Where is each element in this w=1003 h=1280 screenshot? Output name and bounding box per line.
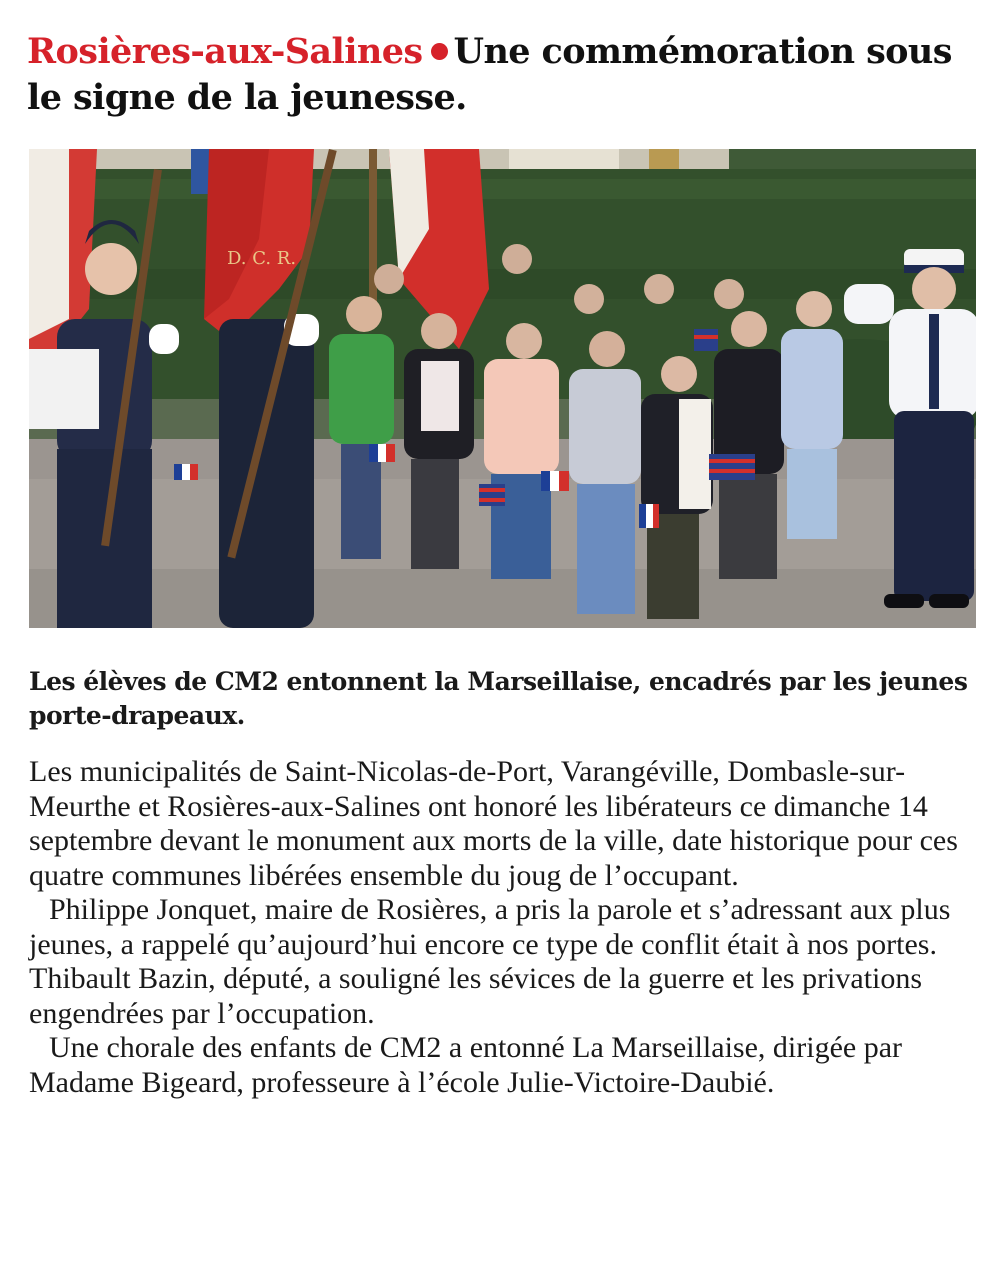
headline: [27, 29, 977, 121]
headline-kicker: Rosières-aux-Salines: [27, 31, 423, 73]
article-photo: [29, 149, 976, 628]
bullet-dot-icon: [431, 43, 448, 60]
flag-lettering: D. C. R.: [227, 248, 297, 269]
headline-title: Une commémoration sous le signe de la jeunesse.: [27, 31, 952, 119]
photo-caption: Les élèves de CM2 entonnent la Marseillaise, encadrés par les jeunes porte-drapeaux.: [29, 667, 968, 730]
paragraph: Une chorale des enfants de CM2 a entonné La Marseillaise, dirigée par Madame Bigeard, professeure à l’école Julie-Victoire-Daubié.: [29, 1031, 903, 1099]
article-body: [29, 755, 969, 1100]
paragraph: Les municipalités de Saint-Nicolas-de-Port, Varangéville, Dombasle-sur-Meurthe et Rosières-aux-Salines ont honoré les libérateurs ce dimanche 14 septembre devant le monument aux morts de la ville, date historique pour ces quatre communes libérées ensemble du joug de l’occupant.: [29, 755, 958, 892]
paragraph: Philippe Jonquet, maire de Rosières, a pris la parole et s’adressant aux plus jeunes, a rappelé qu’aujourd’hui encore ce type de conflit était à nos portes. Thibault Bazin, député, a souligné les sévices de la guerre et les privations engendrées par l’occupation.: [29, 893, 951, 1030]
